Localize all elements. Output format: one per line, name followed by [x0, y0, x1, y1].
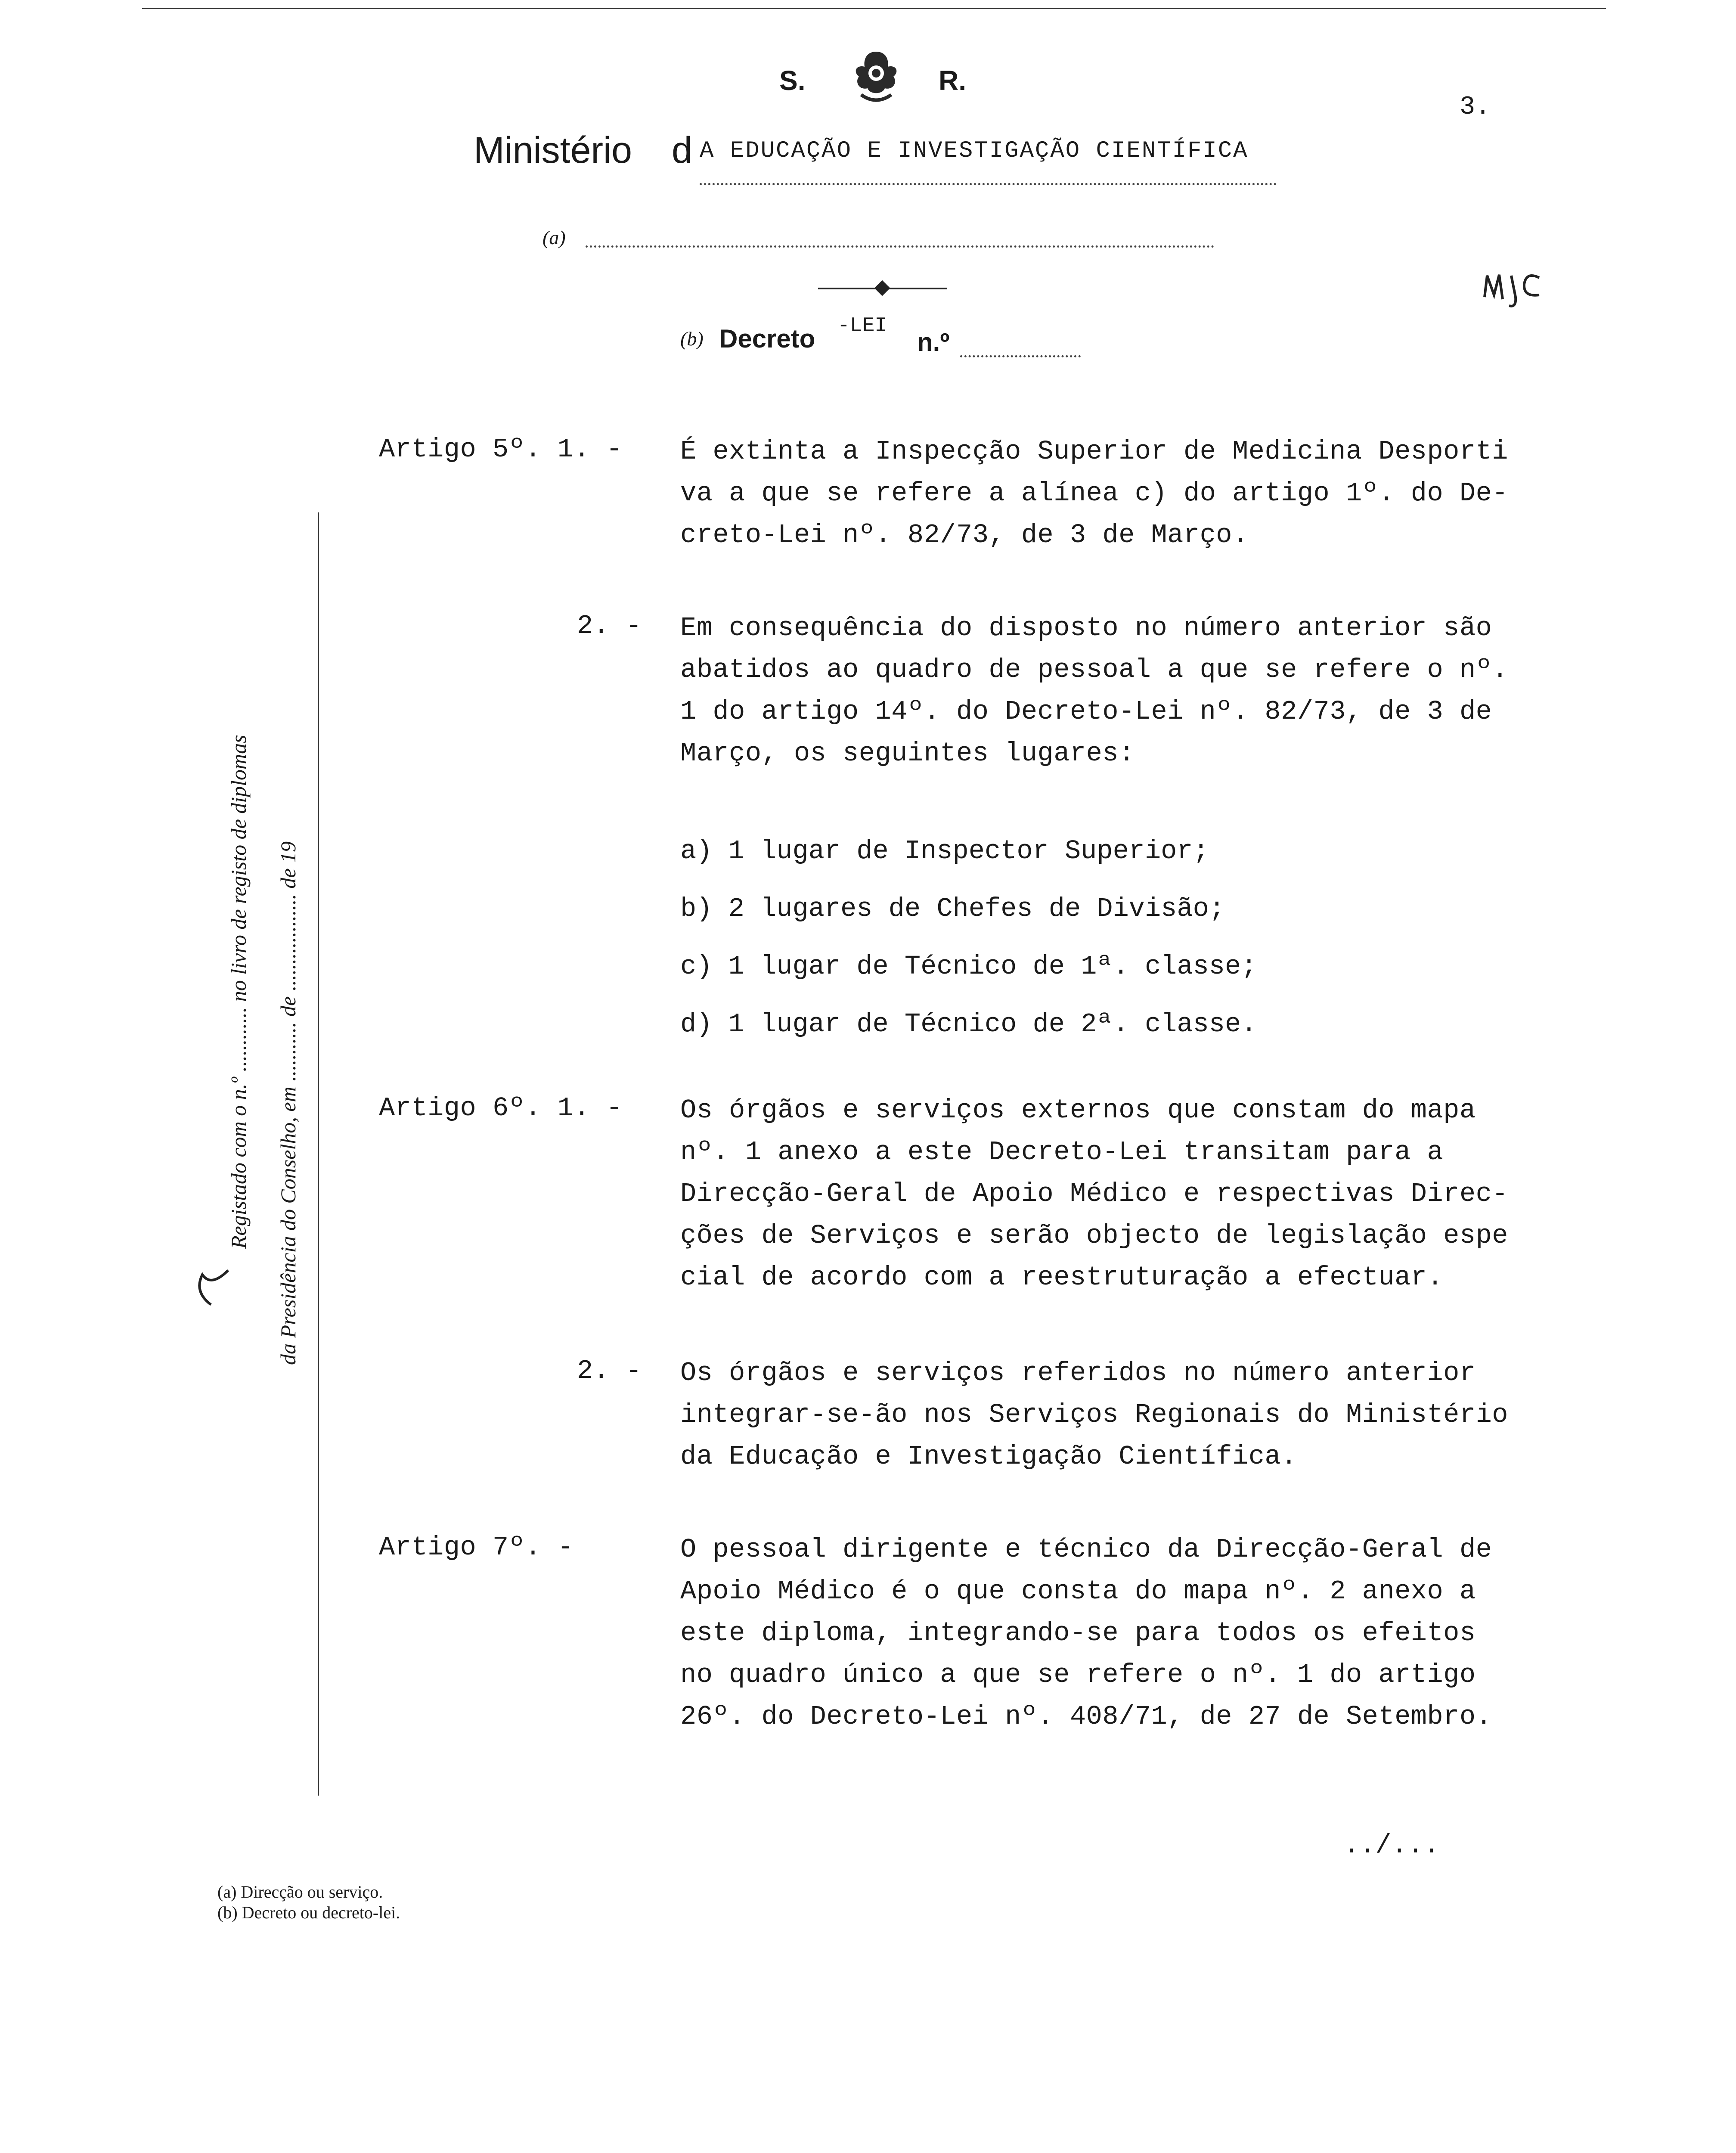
decree-label: Decreto: [719, 324, 815, 353]
top-rule: [142, 8, 1606, 9]
text-line: abatidos ao quadro de pessoal a que se refere o nº.: [680, 655, 1509, 685]
margin-registry-text: Registado com o n.º ............ no livro de registo de diplomas: [226, 735, 251, 1249]
ministry-dotted-line: [700, 183, 1277, 185]
text-line: cial de acordo com a reestruturação a efectuar.: [680, 1262, 1444, 1293]
header-letter-r: R.: [939, 65, 966, 96]
footnotes: [217, 1882, 400, 1923]
text-line: creto-Lei nº. 82/73, de 3 de Março.: [680, 520, 1249, 550]
ministry-prefix: d: [672, 130, 692, 171]
list-item: b) 2 lugares de Chefes de Divisão;: [680, 893, 1225, 924]
text-line: O pessoal dirigente e técnico da Direcção-Geral de: [680, 1534, 1492, 1565]
text-line: este diploma, integrando-se para todos os efeitos: [680, 1618, 1476, 1648]
text-line: integrar-se-ão nos Serviços Regionais do Ministério: [680, 1399, 1509, 1430]
coat-of-arms-icon: [844, 47, 908, 110]
article-6-para-2-label: 2. -: [577, 1356, 642, 1386]
list-item: c) 1 lugar de Técnico de 1ª. classe;: [680, 951, 1257, 982]
text-line: Os órgãos e serviços externos que constam do mapa: [680, 1095, 1476, 1126]
footnote-b: (b) Decreto ou decreto-lei.: [217, 1903, 400, 1922]
text-line: va a que se refere a alínea c) do artigo 1º. do De-: [680, 478, 1509, 509]
article-6-text: [680, 1089, 1584, 1298]
article-6-label: Artigo 6º. 1. -: [379, 1093, 623, 1123]
text-line: Direcção-Geral de Apoio Médico e respectivas Direc-: [680, 1179, 1509, 1209]
text-line: É extinta a Inspecção Superior de Medicina Desporti: [680, 436, 1509, 467]
article-5-label: Artigo 5º. 1. -: [379, 434, 623, 465]
article-5-para-2-text: [680, 607, 1584, 774]
article-5-text: [680, 431, 1584, 556]
decree-number-label: n.º: [917, 328, 950, 357]
decree-suffix: -LEI: [837, 314, 887, 338]
text-line: da Educação e Investigação Científica.: [680, 1441, 1297, 1472]
text-line: no quadro único a que se refere o nº. 1 do artigo: [680, 1660, 1476, 1690]
continuation-mark: ../...: [1343, 1830, 1440, 1861]
handwritten-initials: [1481, 258, 1546, 312]
list-item: a) 1 lugar de Inspector Superior;: [680, 836, 1209, 866]
text-line: nº. 1 anexo a este Decreto-Lei transitam para a: [680, 1137, 1444, 1167]
margin-presidency-text: da Presidência do Conselho, em ........... de .................. de 19: [276, 841, 300, 1365]
decree-label-b: (b): [680, 328, 704, 350]
margin-rule: [318, 512, 319, 1796]
field-a-dotted-line: [586, 245, 1214, 248]
ministry-word: Ministério: [474, 130, 632, 171]
margin-bracket-icon: [185, 1257, 232, 1311]
article-7-text: [680, 1529, 1584, 1737]
text-line: Março, os seguintes lugares:: [680, 738, 1135, 769]
page-number: 3.: [1460, 93, 1491, 122]
decree-dotted-line: [960, 355, 1081, 357]
text-line: Os órgãos e serviços referidos no número anterior: [680, 1358, 1476, 1388]
divider-diamond-icon: [874, 280, 890, 296]
list-item: d) 1 lugar de Técnico de 2ª. classe.: [680, 1009, 1257, 1039]
article-5-para-2-label: 2. -: [577, 611, 642, 641]
text-line: Apoio Médico é o que consta do mapa nº. 2 anexo a: [680, 1576, 1476, 1607]
text-line: ções de Serviços e serão objecto de legislação espe: [680, 1220, 1509, 1251]
article-7-label: Artigo 7º. -: [379, 1532, 574, 1563]
footnote-a: (a) Direcção ou serviço.: [217, 1882, 383, 1902]
text-line: 1 do artigo 14º. do Decreto-Lei nº. 82/73, de 3 de: [680, 696, 1492, 727]
article-6-para-2-text: [680, 1352, 1584, 1477]
positions-list: [680, 822, 1584, 1053]
ministry-name: A EDUCAÇÃO E INVESTIGAÇÃO CIENTÍFICA: [700, 138, 1249, 164]
text-line: Em consequência do disposto no número anterior são: [680, 613, 1492, 643]
text-line: 26º. do Decreto-Lei nº. 408/71, de 27 de Setembro.: [680, 1701, 1492, 1732]
header-letter-s: S.: [779, 65, 806, 96]
field-a-label: (a): [542, 226, 566, 248]
